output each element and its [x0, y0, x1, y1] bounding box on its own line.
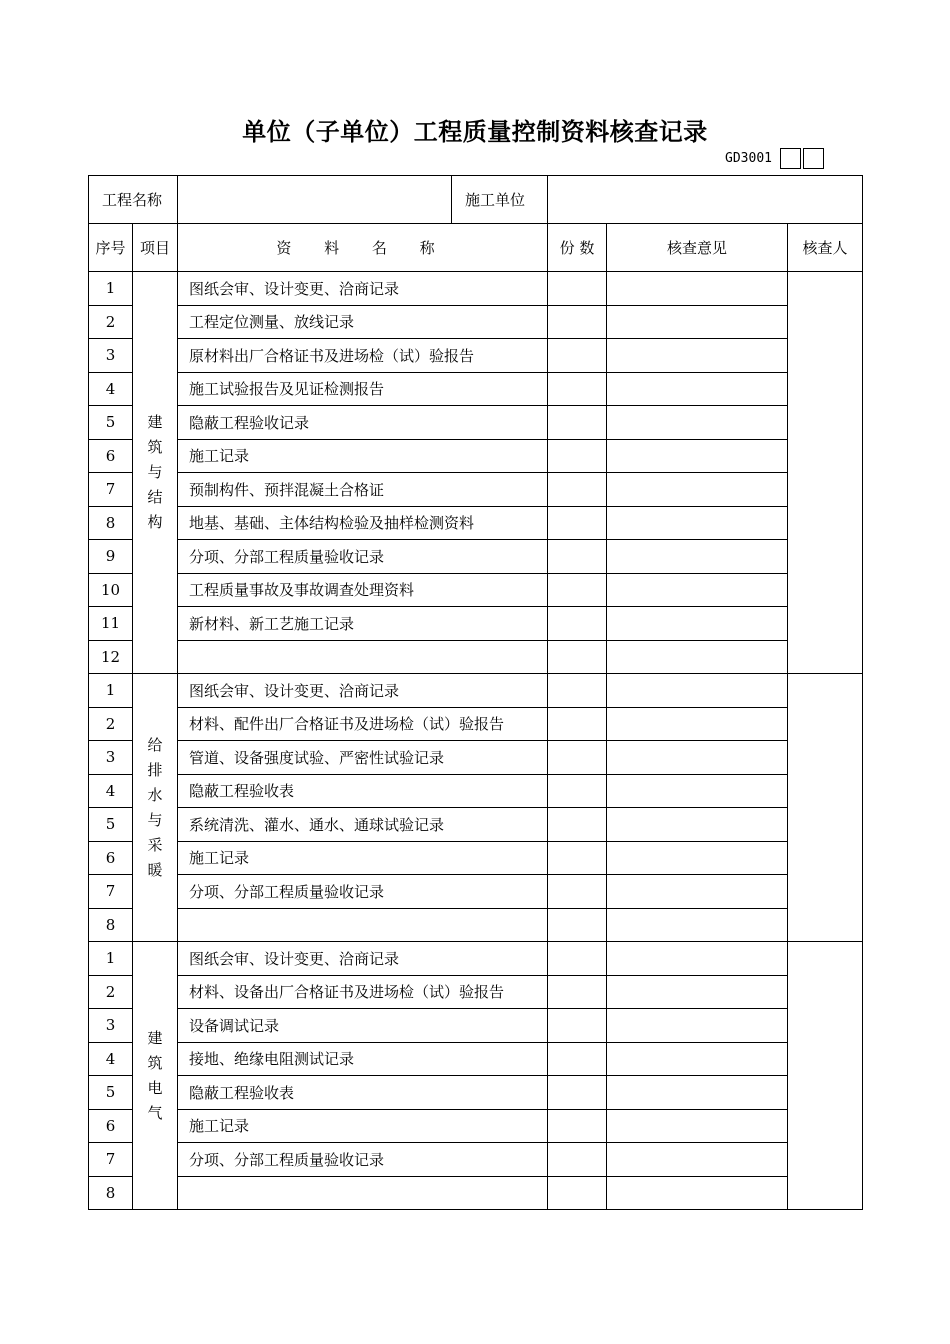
- row-number: 6: [89, 439, 133, 473]
- category-cell-plumbing-heating: [133, 674, 178, 942]
- opinion-cell[interactable]: [607, 741, 788, 775]
- row-number: 7: [89, 1143, 133, 1177]
- checker-cell-electrical[interactable]: [788, 942, 863, 1210]
- copies-cell[interactable]: [548, 707, 607, 741]
- table-row: [89, 272, 863, 306]
- row-number: 5: [89, 406, 133, 440]
- document-name: 预制构件、预拌混凝土合格证: [178, 473, 548, 507]
- document-name: 图纸会审、设计变更、洽商记录: [178, 272, 548, 306]
- copies-cell[interactable]: [548, 674, 607, 708]
- copies-cell[interactable]: [548, 1143, 607, 1177]
- document-name: 施工记录: [178, 1109, 548, 1143]
- column-header-row: [89, 224, 863, 272]
- opinion-cell[interactable]: [607, 1009, 788, 1043]
- col-item-header: 项目: [133, 224, 178, 272]
- row-number: 1: [89, 272, 133, 306]
- copies-cell[interactable]: [548, 808, 607, 842]
- col-checker-header: 核查人: [788, 224, 863, 272]
- opinion-cell[interactable]: [607, 942, 788, 976]
- opinion-cell[interactable]: [607, 506, 788, 540]
- opinion-cell[interactable]: [607, 372, 788, 406]
- document-name: 分项、分部工程质量验收记录: [178, 1143, 548, 1177]
- row-number: 2: [89, 707, 133, 741]
- check-record-table: [88, 175, 863, 1210]
- opinion-cell[interactable]: [607, 339, 788, 373]
- document-name: 设备调试记录: [178, 1009, 548, 1043]
- table-row: [89, 1109, 863, 1143]
- copies-cell[interactable]: [548, 573, 607, 607]
- col-copies-header: 份 数: [548, 224, 607, 272]
- form-code: GD3001: [725, 150, 772, 166]
- document-name: [178, 908, 548, 942]
- table-row: [89, 707, 863, 741]
- table-row: [89, 439, 863, 473]
- row-number: 8: [89, 506, 133, 540]
- table-row: [89, 741, 863, 775]
- project-name-field[interactable]: [178, 176, 452, 224]
- checker-cell-structure[interactable]: [788, 272, 863, 674]
- document-name: [178, 1176, 548, 1210]
- copies-cell[interactable]: [548, 506, 607, 540]
- copies-cell[interactable]: [548, 1109, 607, 1143]
- document-name: 工程质量事故及事故调查处理资料: [178, 573, 548, 607]
- opinion-cell[interactable]: [607, 305, 788, 339]
- form-code-box-1[interactable]: [780, 148, 801, 169]
- category-cell-electrical: [133, 942, 178, 1210]
- row-number: 1: [89, 674, 133, 708]
- copies-cell[interactable]: [548, 1076, 607, 1110]
- row-number: 7: [89, 473, 133, 507]
- row-number: 5: [89, 1076, 133, 1110]
- row-number: 2: [89, 305, 133, 339]
- document-name: 隐蔽工程验收表: [178, 1076, 548, 1110]
- copies-cell[interactable]: [548, 406, 607, 440]
- page-title: 单位（子单位）工程质量控制资料核查记录: [242, 118, 708, 146]
- document-name: 隐蔽工程验收记录: [178, 406, 548, 440]
- copies-cell[interactable]: [548, 473, 607, 507]
- table-row: [89, 573, 863, 607]
- row-number: 3: [89, 339, 133, 373]
- opinion-cell[interactable]: [607, 774, 788, 808]
- document-name: 图纸会审、设计变更、洽商记录: [178, 942, 548, 976]
- table-row: [89, 975, 863, 1009]
- opinion-cell[interactable]: [607, 573, 788, 607]
- row-number: 7: [89, 875, 133, 909]
- table-row: [89, 406, 863, 440]
- opinion-cell[interactable]: [607, 707, 788, 741]
- opinion-cell[interactable]: [607, 406, 788, 440]
- table-row: [89, 473, 863, 507]
- contractor-label: 施工单位: [452, 176, 548, 224]
- checker-cell-plumbing-heating[interactable]: [788, 674, 863, 942]
- copies-cell[interactable]: [548, 372, 607, 406]
- document-name: 系统清洗、灌水、通水、通球试验记录: [178, 808, 548, 842]
- opinion-cell[interactable]: [607, 674, 788, 708]
- row-number: 12: [89, 640, 133, 674]
- document-name: 分项、分部工程质量验收记录: [178, 875, 548, 909]
- copies-cell[interactable]: [548, 305, 607, 339]
- table-row: [89, 640, 863, 674]
- opinion-cell[interactable]: [607, 1143, 788, 1177]
- opinion-cell[interactable]: [607, 439, 788, 473]
- document-name: 材料、设备出厂合格证书及进场检（试）验报告: [178, 975, 548, 1009]
- table-row: [89, 339, 863, 373]
- opinion-cell[interactable]: [607, 975, 788, 1009]
- form-code-box-2[interactable]: [803, 148, 824, 169]
- table-row: [89, 1143, 863, 1177]
- category-label: 建筑与结构: [147, 413, 163, 531]
- document-name: [178, 640, 548, 674]
- table-row: [89, 875, 863, 909]
- table-row: [89, 774, 863, 808]
- opinion-cell[interactable]: [607, 1176, 788, 1210]
- document-name: 施工试验报告及见证检测报告: [178, 372, 548, 406]
- table-row: [89, 841, 863, 875]
- opinion-cell[interactable]: [607, 272, 788, 306]
- row-number: 10: [89, 573, 133, 607]
- copies-cell[interactable]: [548, 1009, 607, 1043]
- col-doc-name-header: [178, 224, 548, 272]
- opinion-cell[interactable]: [607, 1042, 788, 1076]
- copies-cell[interactable]: [548, 841, 607, 875]
- table-row: [89, 1042, 863, 1076]
- row-number: 11: [89, 607, 133, 641]
- table-row: [89, 942, 863, 976]
- row-number: 3: [89, 1009, 133, 1043]
- row-number: 4: [89, 372, 133, 406]
- document-name: 工程定位测量、放线记录: [178, 305, 548, 339]
- col-doc-name-text: 资 料 名 称: [276, 239, 449, 257]
- table-row: [89, 506, 863, 540]
- row-number: 6: [89, 841, 133, 875]
- opinion-cell[interactable]: [607, 540, 788, 574]
- table-row: [89, 1176, 863, 1210]
- project-name-label: 工程名称: [89, 176, 178, 224]
- row-number: 6: [89, 1109, 133, 1143]
- row-number: 9: [89, 540, 133, 574]
- opinion-cell[interactable]: [607, 1109, 788, 1143]
- document-name: 接地、绝缘电阻测试记录: [178, 1042, 548, 1076]
- opinion-cell[interactable]: [607, 808, 788, 842]
- table-row: [89, 540, 863, 574]
- table-row: [89, 1009, 863, 1043]
- row-number: 3: [89, 741, 133, 775]
- category-label: 建筑电气: [147, 1028, 163, 1122]
- table-row: [89, 607, 863, 641]
- document-name: 地基、基础、主体结构检验及抽样检测资料: [178, 506, 548, 540]
- copies-cell[interactable]: [548, 607, 607, 641]
- copies-cell[interactable]: [548, 540, 607, 574]
- copies-cell[interactable]: [548, 741, 607, 775]
- header-row: [89, 176, 863, 224]
- opinion-cell[interactable]: [607, 607, 788, 641]
- opinion-cell[interactable]: [607, 1076, 788, 1110]
- col-seq-header: 序号: [89, 224, 133, 272]
- row-number: 8: [89, 908, 133, 942]
- copies-cell[interactable]: [548, 272, 607, 306]
- table-row: [89, 674, 863, 708]
- document-name: 图纸会审、设计变更、洽商记录: [178, 674, 548, 708]
- row-number: 4: [89, 1042, 133, 1076]
- copies-cell[interactable]: [548, 774, 607, 808]
- col-opinion-header: 核查意见: [607, 224, 788, 272]
- opinion-cell[interactable]: [607, 473, 788, 507]
- copies-cell[interactable]: [548, 640, 607, 674]
- opinion-cell[interactable]: [607, 841, 788, 875]
- copies-cell[interactable]: [548, 339, 607, 373]
- copies-cell[interactable]: [548, 875, 607, 909]
- form-code-area: [725, 146, 824, 170]
- document-name: 隐蔽工程验收表: [178, 774, 548, 808]
- copies-cell[interactable]: [548, 439, 607, 473]
- row-number: 4: [89, 774, 133, 808]
- table-row: [89, 1076, 863, 1110]
- row-number: 2: [89, 975, 133, 1009]
- document-name: 新材料、新工艺施工记录: [178, 607, 548, 641]
- table-row: [89, 808, 863, 842]
- copies-cell[interactable]: [548, 1176, 607, 1210]
- table-row: [89, 372, 863, 406]
- document-name: 管道、设备强度试验、严密性试验记录: [178, 741, 548, 775]
- opinion-cell[interactable]: [607, 640, 788, 674]
- table-row: [89, 908, 863, 942]
- document-name: 施工记录: [178, 439, 548, 473]
- copies-cell[interactable]: [548, 975, 607, 1009]
- document-name: 原材料出厂合格证书及进场检（试）验报告: [178, 339, 548, 373]
- copies-cell[interactable]: [548, 908, 607, 942]
- row-number: 5: [89, 808, 133, 842]
- category-cell-structure: [133, 272, 178, 674]
- document-name: 分项、分部工程质量验收记录: [178, 540, 548, 574]
- category-label: 给排水与采暖: [147, 735, 163, 879]
- copies-cell[interactable]: [548, 942, 607, 976]
- row-number: 8: [89, 1176, 133, 1210]
- copies-cell[interactable]: [548, 1042, 607, 1076]
- opinion-cell[interactable]: [607, 875, 788, 909]
- contractor-field[interactable]: [548, 176, 863, 224]
- opinion-cell[interactable]: [607, 908, 788, 942]
- document-name: 施工记录: [178, 841, 548, 875]
- table-row: [89, 305, 863, 339]
- document-name: 材料、配件出厂合格证书及进场检（试）验报告: [178, 707, 548, 741]
- row-number: 1: [89, 942, 133, 976]
